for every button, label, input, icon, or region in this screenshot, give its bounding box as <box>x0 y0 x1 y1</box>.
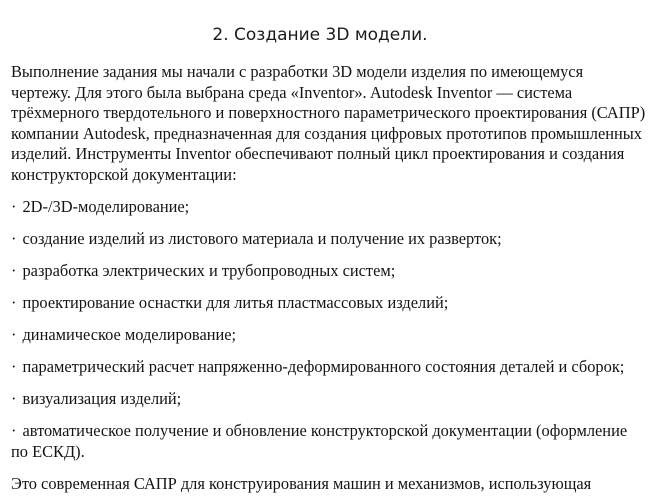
feature-list <box>11 197 647 462</box>
list-item: · создание изделий из листового материала и получение их разверток; <box>11 229 647 250</box>
section-heading: 2. Создание 3D модели. <box>212 25 428 45</box>
list-item: · 2D-/3D-моделирование; <box>11 197 647 218</box>
list-item: · визуализация изделий; <box>11 389 647 410</box>
document-body <box>11 62 647 494</box>
intro-paragraph: Выполнение задания мы начали с разработки 3D модели изделия по имеющемуся чертежу. Для этого была выбрана среда «Inventor». Autodesk Inventor — система трёхмерного твердотельного и поверхностного параметрического проектирования (САПР) компании Autodesk, предназначенная для создания цифровых прототипов промышленных изделий. Инструменты Inventor обеспечивают полный цикл проектирования и создания конструкторской документации: <box>11 62 646 184</box>
list-item: · разработка электрических и трубопроводных систем; <box>11 261 647 282</box>
list-item: · автоматическое получение и обновление конструкторской документации (оформление по ЕСКД). <box>11 421 647 462</box>
list-item: · проектирование оснастки для литья пластмассовых изделий; <box>11 293 647 314</box>
list-item: · параметрический расчет напряженно-деформированного состояния деталей и сборок; <box>11 357 647 378</box>
list-item: · динамическое моделирование; <box>11 325 647 346</box>
closing-paragraph: Это современная САПР для конструирования машин и механизмов, использующая <box>11 473 592 493</box>
